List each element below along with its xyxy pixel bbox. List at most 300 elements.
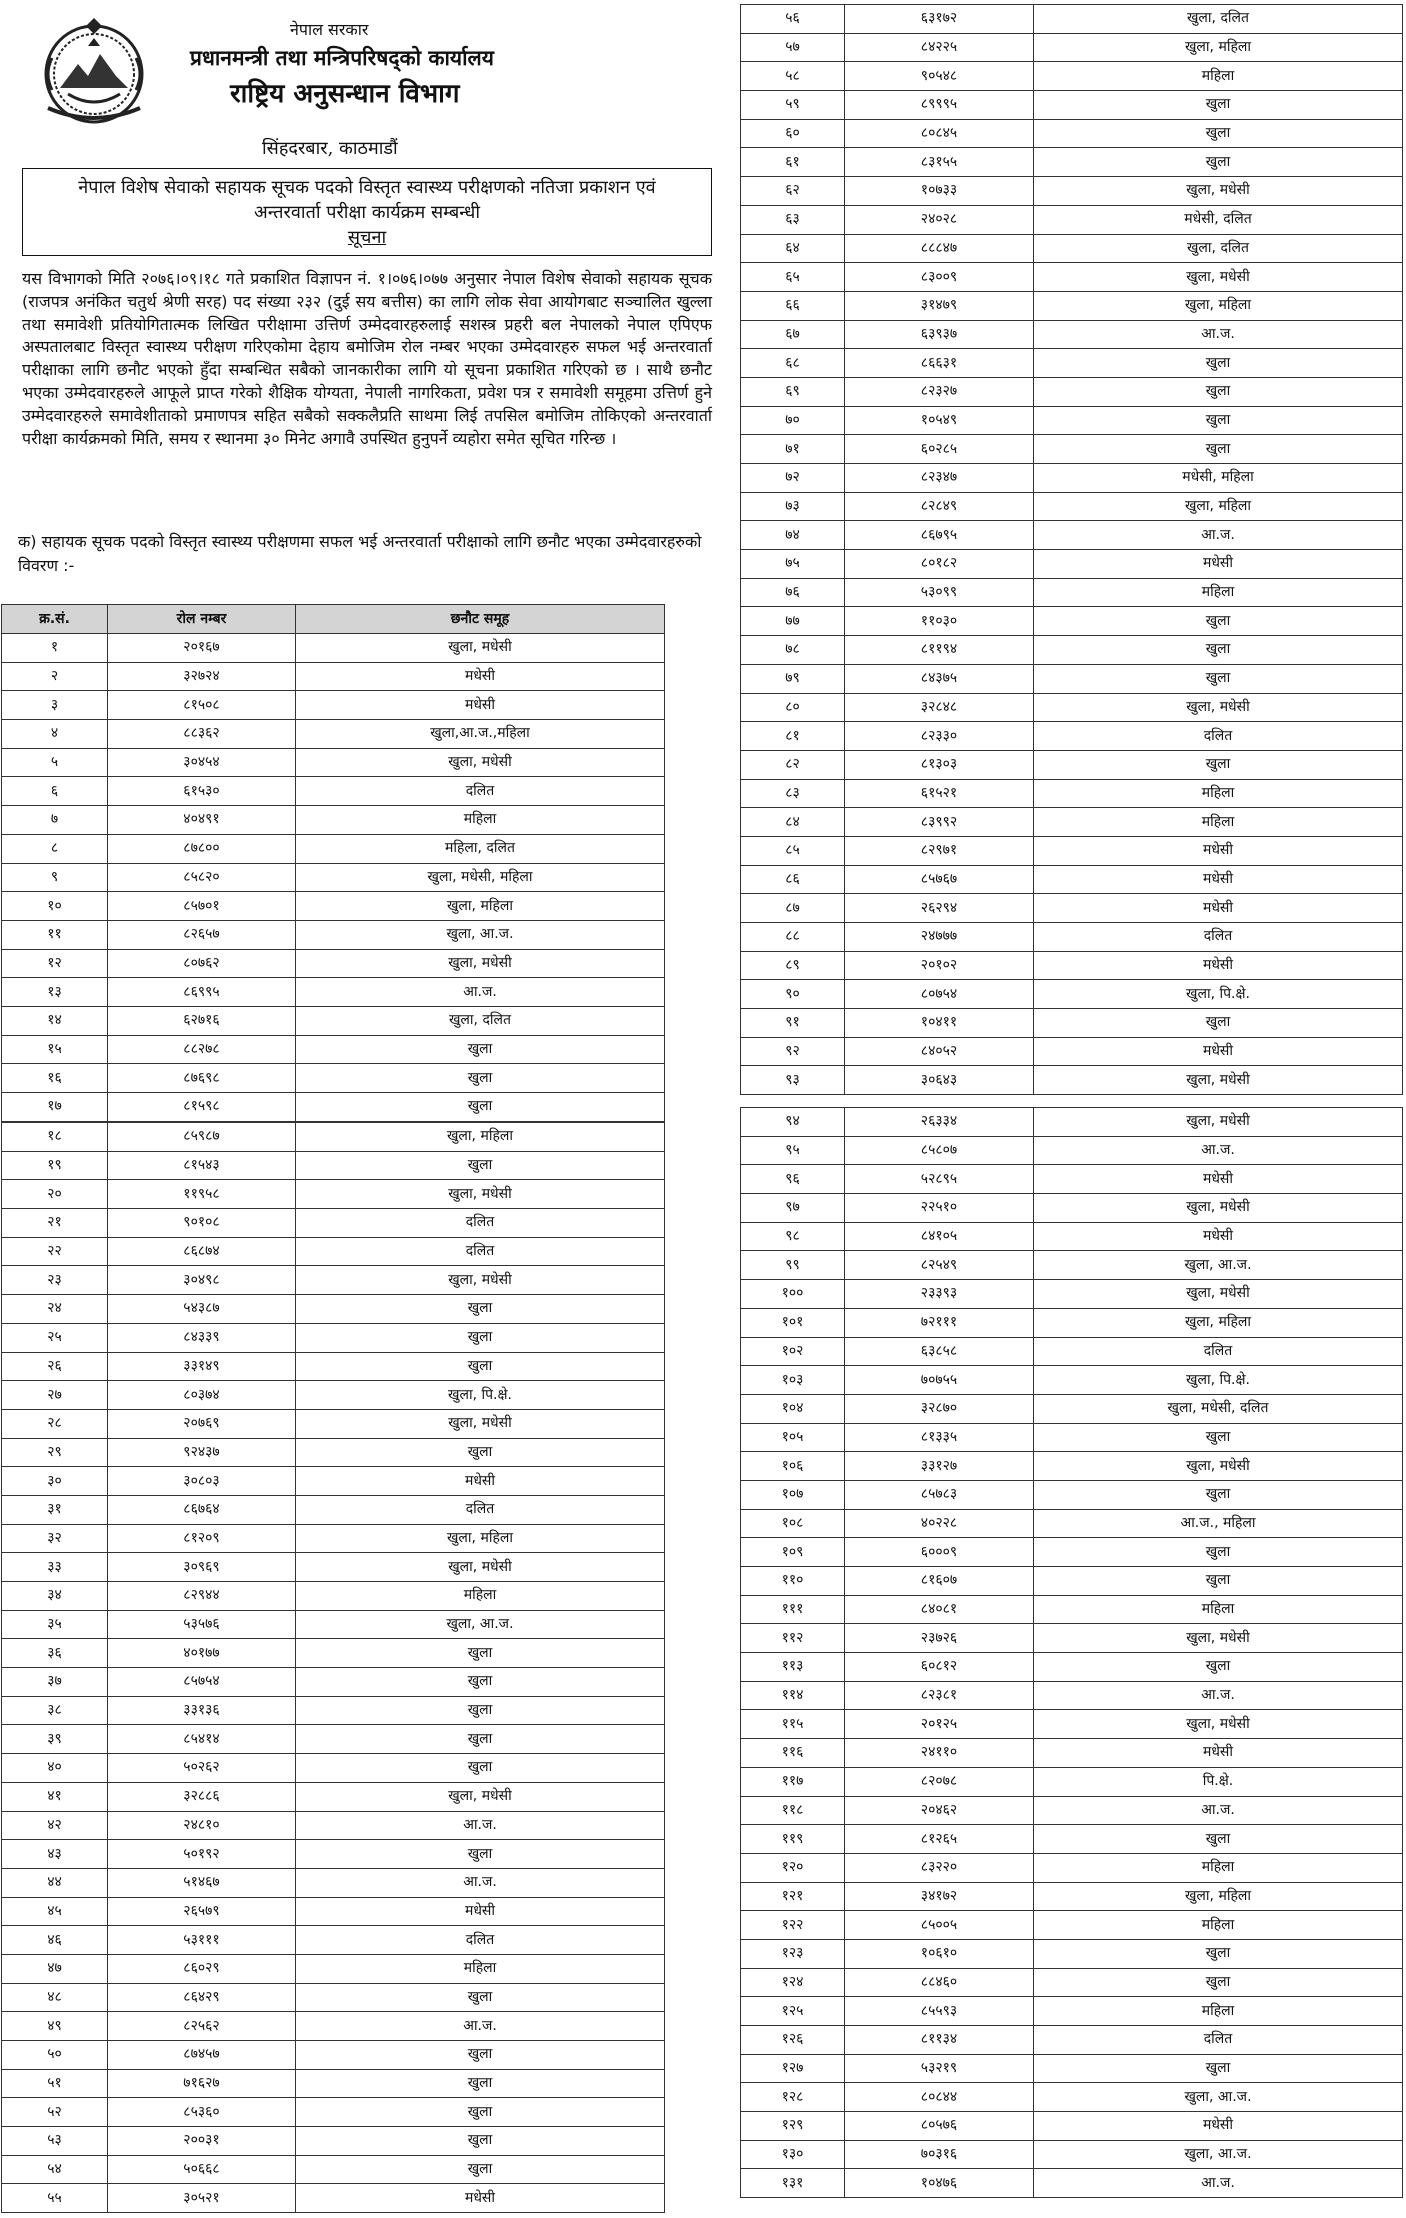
serial-cell: ७८: [741, 636, 845, 665]
table-row: [2, 748, 665, 777]
roll-number-cell: २०१६७: [108, 634, 296, 663]
roll-number-cell: ३०५२१: [108, 2184, 296, 2213]
group-cell: खुला: [1034, 1538, 1403, 1567]
table-row: [741, 607, 1403, 636]
table-row: [741, 464, 1403, 493]
serial-cell: ४: [2, 720, 108, 749]
roll-number-cell: ५३०९९: [845, 578, 1034, 607]
table-row: [2, 1897, 665, 1926]
group-cell: महिला: [1034, 62, 1403, 91]
group-cell: खुला: [1034, 2054, 1403, 2083]
roll-number-cell: ८१२६५: [845, 1825, 1034, 1854]
roll-number-cell: ८१२०९: [108, 1524, 296, 1553]
table-row: [2, 1983, 665, 2012]
table-row: [741, 2140, 1403, 2169]
serial-cell: १६: [2, 1064, 108, 1093]
group-cell: आ.ज.: [1034, 320, 1403, 349]
serial-cell: ११८: [741, 1796, 845, 1825]
roll-number-cell: ८१५४३: [108, 1151, 296, 1180]
roll-number-cell: २४०२८: [845, 205, 1034, 234]
roll-number-cell: ८१५९८: [108, 1093, 296, 1122]
table-row: [741, 148, 1403, 177]
serial-cell: ५०: [2, 2041, 108, 2070]
table-row: [741, 1968, 1403, 1997]
table-row: [741, 234, 1403, 263]
group-cell: महिला: [296, 806, 665, 835]
group-cell: खुला: [1034, 406, 1403, 435]
serial-cell: ९५: [741, 1136, 845, 1165]
group-cell: महिला: [1034, 578, 1403, 607]
roll-number-cell: ५३२१९: [845, 2054, 1034, 2083]
table-row: [741, 521, 1403, 550]
group-cell: मधेसी, दलित: [1034, 205, 1403, 234]
serial-cell: १११: [741, 1595, 845, 1624]
serial-cell: ५२: [2, 2098, 108, 2127]
serial-cell: ४९: [2, 2012, 108, 2041]
group-cell: खुला: [296, 2069, 665, 2098]
group-cell: खुला: [296, 1725, 665, 1754]
table-row: [2, 1035, 665, 1064]
table-row: [741, 1066, 1403, 1095]
group-cell: खुला, मधेसी: [296, 1553, 665, 1582]
serial-cell: ६३: [741, 205, 845, 234]
serial-cell: ५४: [2, 2155, 108, 2184]
col-header-group: छनौट समूह: [296, 605, 665, 634]
table-row: [2, 1209, 665, 1238]
serial-cell: ८: [2, 834, 108, 863]
roll-number-cell: ८०१८२: [845, 550, 1034, 579]
table-row: [741, 62, 1403, 91]
table-row: [741, 1394, 1403, 1423]
table-row: [2, 2127, 665, 2156]
roll-number-cell: २०१२५: [845, 1710, 1034, 1739]
serial-cell: ७२: [741, 464, 845, 493]
serial-cell: ६४: [741, 234, 845, 263]
table-row: [741, 1480, 1403, 1509]
table-row: [741, 1825, 1403, 1854]
group-cell: मधेसी, महिला: [1034, 464, 1403, 493]
roll-number-cell: ८२५४९: [845, 1251, 1034, 1280]
group-cell: दलित: [1034, 2026, 1403, 2055]
group-cell: खुला: [1034, 1009, 1403, 1038]
group-cell: खुला, आ.ज.: [1034, 2083, 1403, 2112]
serial-cell: ५७: [741, 33, 845, 62]
table-row: [741, 951, 1403, 980]
table-row: [2, 978, 665, 1007]
roll-number-cell: ३३१४९: [108, 1352, 296, 1381]
table-row: [2, 949, 665, 978]
group-cell: खुला, आ.ज.: [1034, 1251, 1403, 1280]
group-cell: खुला,आ.ज.,महिला: [296, 720, 665, 749]
table-row: [2, 1151, 665, 1180]
serial-cell: ४१: [2, 1782, 108, 1811]
group-cell: खुला, मधेसी: [1034, 693, 1403, 722]
serial-cell: ४२: [2, 1811, 108, 1840]
table-row: [741, 1222, 1403, 1251]
roll-number-cell: ६३१७२: [845, 5, 1034, 34]
roll-number-cell: ८१३३५: [845, 1423, 1034, 1452]
roll-number-cell: ८३९९२: [845, 808, 1034, 837]
group-cell: खुला: [1034, 636, 1403, 665]
serial-cell: १२०: [741, 1853, 845, 1882]
group-cell: दलित: [296, 1209, 665, 1238]
candidates-table-right-1: [740, 4, 1403, 1095]
group-cell: मधेसी: [1034, 836, 1403, 865]
table-row: [741, 1194, 1403, 1223]
group-cell: खुला, मधेसी: [1034, 1624, 1403, 1653]
group-cell: मधेसी: [1034, 2112, 1403, 2141]
roll-number-cell: २०४६२: [845, 1796, 1034, 1825]
roll-number-cell: ३०४९८: [108, 1266, 296, 1295]
serial-cell: ७३: [741, 492, 845, 521]
serial-cell: ३४: [2, 1582, 108, 1611]
roll-number-cell: ८४०५२: [845, 1037, 1034, 1066]
table-row: [741, 291, 1403, 320]
group-cell: खुला: [296, 1093, 665, 1122]
roll-number-cell: ४०२२८: [845, 1509, 1034, 1538]
table-row: [741, 1624, 1403, 1653]
table-row: [741, 1796, 1403, 1825]
table-row: [741, 808, 1403, 837]
roll-number-cell: २४८१०: [108, 1811, 296, 1840]
roll-number-cell: ८५८०७: [845, 1136, 1034, 1165]
roll-number-cell: ४०१७७: [108, 1639, 296, 1668]
group-cell: मधेसी: [1034, 951, 1403, 980]
roll-number-cell: ३२८७०: [845, 1394, 1034, 1423]
table-row: [741, 377, 1403, 406]
roll-number-cell: ८६८७४: [108, 1237, 296, 1266]
table-row: [741, 722, 1403, 751]
roll-number-cell: ५१४६७: [108, 1868, 296, 1897]
table-row: [741, 1136, 1403, 1165]
serial-cell: १०: [2, 892, 108, 921]
serial-cell: ७७: [741, 607, 845, 636]
serial-cell: १: [2, 634, 108, 663]
serial-cell: १०३: [741, 1366, 845, 1395]
roll-number-cell: २३७२६: [845, 1624, 1034, 1653]
group-cell: आ.ज., महिला: [1034, 1509, 1403, 1538]
table-row: [2, 2155, 665, 2184]
table-row: [741, 320, 1403, 349]
table-row: [741, 1037, 1403, 1066]
serial-cell: ९७: [741, 1194, 845, 1223]
table-row: [2, 1754, 665, 1783]
table-row: [741, 406, 1403, 435]
group-cell: खुला: [296, 1840, 665, 1869]
serial-cell: १२२: [741, 1911, 845, 1940]
serial-cell: १०८: [741, 1509, 845, 1538]
serial-cell: ११५: [741, 1710, 845, 1739]
group-cell: मधेसी: [296, 662, 665, 691]
serial-cell: ९३: [741, 1066, 845, 1095]
roll-number-cell: ५२८९५: [845, 1165, 1034, 1194]
serial-cell: ८८: [741, 923, 845, 952]
group-cell: मधेसी: [1034, 1165, 1403, 1194]
serial-cell: २०: [2, 1180, 108, 1209]
serial-cell: ६७: [741, 320, 845, 349]
serial-cell: ७०: [741, 406, 845, 435]
table-row: [2, 1352, 665, 1381]
roll-number-cell: ५३५७६: [108, 1610, 296, 1639]
table-row: [741, 1009, 1403, 1038]
serial-cell: ३३: [2, 1553, 108, 1582]
serial-cell: ९८: [741, 1222, 845, 1251]
roll-number-cell: ८०७५४: [845, 980, 1034, 1009]
table-row: [2, 1811, 665, 1840]
roll-number-cell: ८२३२७: [845, 377, 1034, 406]
serial-cell: ७१: [741, 435, 845, 464]
group-cell: आ.ज.: [296, 1868, 665, 1897]
group-cell: खुला, आ.ज.: [296, 1610, 665, 1639]
roll-number-cell: ८०७६२: [108, 949, 296, 978]
serial-cell: ८७: [741, 894, 845, 923]
group-cell: आ.ज.: [296, 978, 665, 1007]
serial-cell: ११: [2, 920, 108, 949]
table-row: [741, 2112, 1403, 2141]
serial-cell: १३०: [741, 2140, 845, 2169]
group-cell: खुला: [296, 1438, 665, 1467]
title-line-1: नेपाल विशेष सेवाको सहायक सूचक पदको विस्तृत स्वास्थ्य परीक्षणको नतिजा प्रकाशन एवं: [78, 177, 656, 198]
col-header-roll: रोल नम्बर: [108, 605, 296, 634]
table-row: [2, 1524, 665, 1553]
group-cell: खुला: [296, 1754, 665, 1783]
group-cell: खुला: [296, 1151, 665, 1180]
group-cell: खुला, पि.क्षे.: [1034, 1366, 1403, 1395]
roll-number-cell: ८४२२५: [845, 33, 1034, 62]
serial-cell: ८९: [741, 951, 845, 980]
group-cell: मधेसी: [1034, 865, 1403, 894]
roll-number-cell: ८७४५७: [108, 2041, 296, 2070]
group-cell: आ.ज.: [1034, 1681, 1403, 1710]
serial-cell: ११६: [741, 1739, 845, 1768]
serial-cell: ६२: [741, 177, 845, 206]
serial-cell: ६९: [741, 377, 845, 406]
table-row: [741, 636, 1403, 665]
table-row: [2, 1553, 665, 1582]
group-cell: खुला: [1034, 119, 1403, 148]
table-row: [741, 1308, 1403, 1337]
serial-cell: ३५: [2, 1610, 108, 1639]
serial-cell: १२१: [741, 1882, 845, 1911]
table-row: [741, 1280, 1403, 1309]
department-name: राष्ट्रिय अनुसन्धान विभाग: [230, 79, 460, 109]
serial-cell: १२४: [741, 1968, 845, 1997]
table-row: [741, 1251, 1403, 1280]
group-cell: खुला, मधेसी: [1034, 1108, 1403, 1137]
roll-number-cell: ३२७२४: [108, 662, 296, 691]
table-row: [2, 1668, 665, 1697]
roll-number-cell: २६३३४: [845, 1108, 1034, 1137]
roll-number-cell: ८३२२०: [845, 1853, 1034, 1882]
group-cell: आ.ज.: [296, 1811, 665, 1840]
serial-cell: १३: [2, 978, 108, 1007]
serial-cell: १४: [2, 1006, 108, 1035]
serial-cell: ३२: [2, 1524, 108, 1553]
table-row: [2, 1237, 665, 1266]
table-row: [741, 865, 1403, 894]
group-cell: महिला: [1034, 808, 1403, 837]
serial-cell: १०४: [741, 1394, 845, 1423]
serial-cell: ९०: [741, 980, 845, 1009]
group-cell: खुला, मधेसी, महिला: [296, 863, 665, 892]
table-row: [741, 349, 1403, 378]
table-row: [2, 1582, 665, 1611]
table-row: [741, 205, 1403, 234]
roll-number-cell: ३०८०३: [108, 1467, 296, 1496]
roll-number-cell: ६३९३७: [845, 320, 1034, 349]
group-cell: खुला: [1034, 1939, 1403, 1968]
group-cell: दलित: [1034, 722, 1403, 751]
table-row: [2, 1639, 665, 1668]
table-row: [2, 2041, 665, 2070]
roll-number-cell: ८०३७४: [108, 1381, 296, 1410]
group-cell: आ.ज.: [1034, 1136, 1403, 1165]
serial-cell: ३८: [2, 1696, 108, 1725]
roll-number-cell: ३०९६९: [108, 1553, 296, 1582]
candidates-table-left-2: [1, 1122, 665, 2213]
roll-number-cell: २६५७९: [108, 1897, 296, 1926]
roll-number-cell: ८१६०७: [845, 1567, 1034, 1596]
table-row: [741, 1882, 1403, 1911]
serial-cell: ४६: [2, 1926, 108, 1955]
roll-number-cell: २२५१०: [845, 1194, 1034, 1223]
table-row: [2, 1467, 665, 1496]
roll-number-cell: २०७६९: [108, 1409, 296, 1438]
table-row: [741, 1767, 1403, 1796]
group-cell: खुला, मधेसी: [1034, 1194, 1403, 1223]
group-cell: खुला: [296, 1639, 665, 1668]
group-cell: खुला, आ.ज.: [296, 920, 665, 949]
table-row: [741, 1567, 1403, 1596]
table-row: [2, 1123, 665, 1152]
roll-number-cell: ८११३४: [845, 2026, 1034, 2055]
group-cell: दलित: [296, 1495, 665, 1524]
table-row: [2, 1295, 665, 1324]
table-row: [2, 1926, 665, 1955]
roll-number-cell: ११९५८: [108, 1180, 296, 1209]
roll-number-cell: २०१०२: [845, 951, 1034, 980]
roll-number-cell: २००३१: [108, 2127, 296, 2156]
table-row: [2, 720, 665, 749]
group-cell: खुला, आ.ज.: [1034, 2140, 1403, 2169]
notice-body: यस विभागको मिति २०७६।०९।१८ गते प्रकाशित विज्ञापन नं. १।०७६।०७७ अनुसार नेपाल विशेष सेवाको सहायक सूचक (राजपत्र अनंकित चतुर्थ श्रेणी सरह) पद संख्या २३२ (दुई सय बत्तीस) का लागि लोक सेवा आयोगबाट सञ्चालित खुल्ला तथा समावेशी प्रतियोगितात्मक लिखित परीक्षामा उत्तिर्ण उम्मेदवारहरुलाई सशस्त्र प्रहरी बल नेपालको नेपाल एपिएफ अस्पतालबाट विस्तृत स्वास्थ्य परीक्षण गरिएकोमा देहाय बमोजिम रोल नम्बर भएका उम्मेदवारहरु सफल भई अन्तरवार्ता परीक्षाका लागि छनौट भएको हुँदा सम्बन्धित सबैको जानकारीका लागि यो सूचना प्रकाशित गरिएको छ । साथै छनौट भएका उम्मेदवारहरुले आफूले प्राप्त गरेको शैक्षिक योग्यता, नेपाली नागरिकता, प्रवेश पत्र र समावेशी समूहमा उत्तिर्ण हुने उम्मेदवारहरुले समावेशीताको प्रमाणपत्र सहित सबैको सक्कलैप्रति साथमा लिई तपसिल बमोजिम तोकिएको अन्तरवार्ता परीक्षा कार्यक्रमको मिति, समय र स्थानमा ३० मिनेट अगावै उपस्थित हुनुपर्ने व्यहोरा समेत सूचित गरिन्छ ।: [22, 269, 712, 448]
roll-number-cell: ८५७८३: [845, 1480, 1034, 1509]
table-row: [2, 634, 665, 663]
candidates-table-right-2: [740, 1107, 1403, 2198]
roll-number-cell: ८८३६२: [108, 720, 296, 749]
group-cell: खुला: [1034, 750, 1403, 779]
table-row: [2, 1093, 665, 1122]
serial-cell: १०५: [741, 1423, 845, 1452]
serial-cell: ५१: [2, 2069, 108, 2098]
serial-cell: २६: [2, 1352, 108, 1381]
serial-cell: ११२: [741, 1624, 845, 1653]
serial-cell: ८०: [741, 693, 845, 722]
serial-cell: १२: [2, 949, 108, 978]
group-cell: महिला, दलित: [296, 834, 665, 863]
table-row: [2, 1006, 665, 1035]
serial-cell: १०९: [741, 1538, 845, 1567]
group-cell: मधेसी: [1034, 1739, 1403, 1768]
table-row: [741, 1337, 1403, 1366]
roll-number-cell: ८५५९३: [845, 1997, 1034, 2026]
table-row: [2, 806, 665, 835]
roll-number-cell: ६३८५८: [845, 1337, 1034, 1366]
table-row: [741, 177, 1403, 206]
table-row: [741, 693, 1403, 722]
roll-number-cell: ९०१०८: [108, 1209, 296, 1238]
serial-cell: ७: [2, 806, 108, 835]
table-row: [741, 1509, 1403, 1538]
group-cell: मधेसी: [1034, 550, 1403, 579]
serial-cell: १२९: [741, 2112, 845, 2141]
roll-number-cell: ३३१३६: [108, 1696, 296, 1725]
roll-number-cell: ३०४५४: [108, 748, 296, 777]
roll-number-cell: ५३१११: [108, 1926, 296, 1955]
table-row: [741, 779, 1403, 808]
serial-cell: ४८: [2, 1983, 108, 2012]
nepal-emblem-icon: [38, 18, 150, 126]
group-cell: खुला: [296, 1323, 665, 1352]
serial-cell: २९: [2, 1438, 108, 1467]
table-row: [2, 1782, 665, 1811]
group-cell: दलित: [1034, 1337, 1403, 1366]
serial-cell: ७६: [741, 578, 845, 607]
roll-number-cell: ७१६२७: [108, 2069, 296, 2098]
roll-number-cell: ८५७५४: [108, 1668, 296, 1697]
roll-number-cell: ८४०८१: [845, 1595, 1034, 1624]
group-cell: खुला: [296, 1668, 665, 1697]
group-cell: खुला, पि.क्षे.: [296, 1381, 665, 1410]
group-cell: खुला: [296, 1983, 665, 2012]
serial-cell: ११०: [741, 1567, 845, 1596]
group-cell: खुला, महिला: [1034, 291, 1403, 320]
serial-cell: ५९: [741, 91, 845, 120]
table-row: [741, 1653, 1403, 1682]
group-cell: खुला, मधेसी: [296, 1180, 665, 1209]
serial-cell: ७९: [741, 664, 845, 693]
roll-number-cell: ८४१०५: [845, 1222, 1034, 1251]
group-cell: खुला, महिला: [1034, 492, 1403, 521]
group-cell: खुला, महिला: [1034, 33, 1403, 62]
group-cell: दलित: [296, 1237, 665, 1266]
table-row: [2, 1696, 665, 1725]
group-cell: खुला, मधेसी: [296, 748, 665, 777]
table-row: [741, 1939, 1403, 1968]
roll-number-cell: ८१५०८: [108, 691, 296, 720]
group-cell: मधेसी: [1034, 1037, 1403, 1066]
group-cell: खुला: [1034, 1567, 1403, 1596]
group-cell: खुला: [296, 1035, 665, 1064]
roll-number-cell: ८२८४९: [845, 492, 1034, 521]
roll-number-cell: २३३९३: [845, 1280, 1034, 1309]
table-row: [2, 662, 665, 691]
serial-cell: २८: [2, 1409, 108, 1438]
serial-cell: १७: [2, 1093, 108, 1122]
table-row: [741, 1366, 1403, 1395]
roll-number-cell: २६२९४: [845, 894, 1034, 923]
serial-cell: ५३: [2, 2127, 108, 2156]
roll-number-cell: १०६१०: [845, 1939, 1034, 1968]
group-cell: खुला, मधेसी, दलित: [1034, 1394, 1403, 1423]
table-row: [741, 435, 1403, 464]
group-cell: आ.ज.: [1034, 521, 1403, 550]
table-row: [741, 923, 1403, 952]
serial-cell: ११३: [741, 1653, 845, 1682]
table-row: [2, 1954, 665, 1983]
roll-number-cell: ८२९४४: [108, 1582, 296, 1611]
office-name: प्रधानमन्त्री तथा मन्त्रिपरिषद्को कार्यालय: [190, 45, 494, 70]
